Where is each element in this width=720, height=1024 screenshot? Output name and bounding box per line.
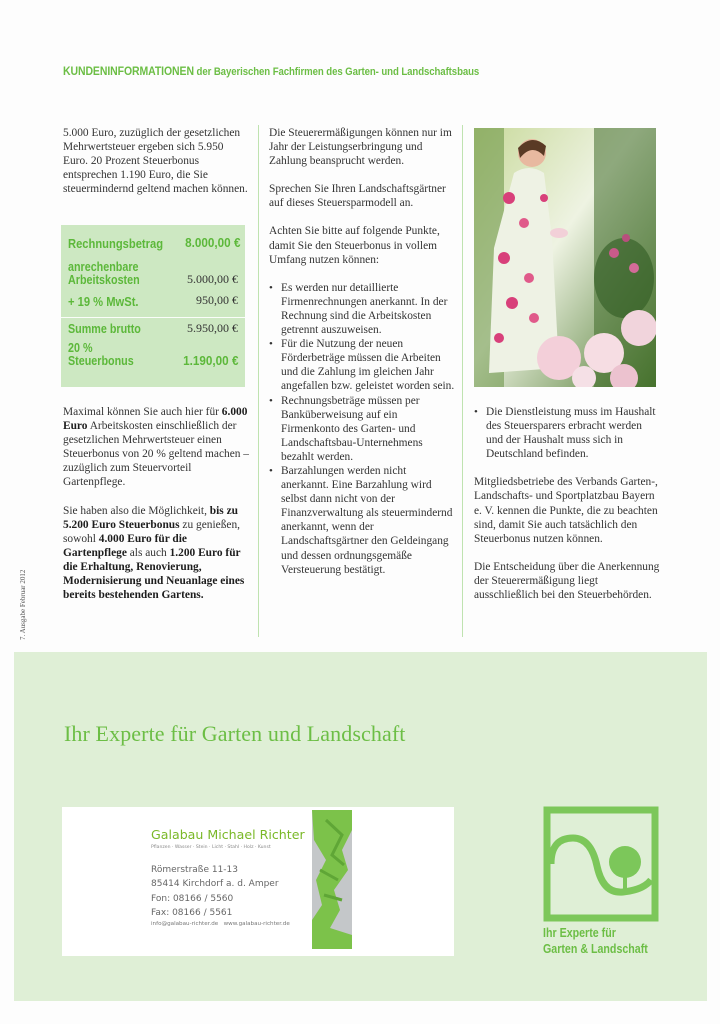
text-bold: 6.000 Euro xyxy=(63,406,248,433)
list-item: • Rechnungsbeträge müssen per Banküberweisung auf ein Firmenkonto des Garten- und Landschaftsbau-Unternehmens bezahlt werden. xyxy=(269,394,455,464)
column-1 xyxy=(63,126,249,210)
address-city: 85414 Kirchdorf a. d. Amper xyxy=(151,879,279,889)
address-street: Römerstraße 11-13 xyxy=(151,865,239,875)
tax-label: Rechnungsbetrag xyxy=(68,236,164,251)
tax-separator xyxy=(61,317,245,318)
text-span: zu genießen, sowohl xyxy=(63,518,240,545)
list-item: • Die Dienstleistung muss im Haushalt des Steuersparers erbracht werden und der Haushalt muss sich in Deutschland befinden. xyxy=(474,405,660,461)
tax-label: + 19 % MwSt. xyxy=(68,294,139,309)
tax-value: 5.950,00 € xyxy=(187,321,238,335)
tax-row-gross xyxy=(68,321,238,336)
paragraph: Die Steuerermäßigungen können nur im Jahr der Leistungserbringung und Zahlung beansprucht werden. xyxy=(269,127,452,168)
list-item: • Barzahlungen werden nicht anerkannt. Eine Barzahlung wird selbst dann nicht von der Finanzverwaltung als steuermindernd anerkannt, wenn der Landschaftsgärtner den Geldeingang und dessen ordnungsgemäße Versteuerung bestätigt. xyxy=(269,464,455,577)
tree-graphic-icon xyxy=(312,810,352,949)
slogan-heading: Ihr Experte für Garten und Landschaft xyxy=(64,721,406,746)
list-item: • Für die Nutzung der neuen Förderbeträge müssen die Arbeiten und die Zahlung im gleichen Jahr angefallen bzw. geleistet worden sein. xyxy=(269,337,455,393)
fax-number: Fax: 08166 / 5561 xyxy=(151,908,233,918)
photo-illustration xyxy=(474,128,656,387)
text-bold: bis zu 5.200 Euro Steuerbonus xyxy=(63,504,238,531)
phone-number: Fon: 08166 / 5560 xyxy=(151,894,234,904)
association-logo-icon xyxy=(543,806,659,922)
requirements-list-continued xyxy=(474,405,660,461)
company-tagline: Pflanzen · Wasser · Stein · Licht · Stahl · Holz · Kunst xyxy=(151,845,271,850)
email-link[interactable]: info@galabau-richter.de xyxy=(151,921,219,927)
logo-caption-line: Ihr Experte für xyxy=(543,925,616,940)
requirements-list xyxy=(269,281,455,577)
paragraph: Die Entscheidung über die Anerkennung der Steuerermäßigung liegt ausschließlich bei den Steuerbehörden. xyxy=(474,560,660,602)
text-span: als auch xyxy=(126,546,170,559)
garden-photo xyxy=(474,128,656,387)
text-span: Maximal können Sie auch hier für xyxy=(63,406,222,418)
list-item: • Es werden nur detaillierte Firmenrechnungen anerkannt. In der Rechnung sind die Arbeitskosten getrennt auszuweisen. xyxy=(269,281,455,337)
paragraph: Sprechen Sie Ihren Landschaftsgärtner auf dieses Steuersparmodell an. xyxy=(269,183,446,210)
text-span: Sie haben also die Möglichkeit, xyxy=(63,504,210,517)
column-divider xyxy=(258,125,259,637)
max-bonus-paragraph xyxy=(63,405,249,490)
header-title-bold: KUNDENINFORMATIONEN xyxy=(63,64,194,78)
text-span: Arbeitskosten einschließlich der gesetzlichen Mehrwertsteuer einen Steuerbonus von 20 % geltend machen – zuzüglich zum Steuervorteil Gartenpflege. xyxy=(63,420,250,489)
header-title-rest: der Bayerischen Fachfirmen des Garten- und Landschaftsbaus xyxy=(193,66,480,78)
logo-caption-line: Garten & Landschaft xyxy=(543,941,648,956)
column-divider xyxy=(462,125,463,637)
tax-label: anrechenbare Arbeitskosten xyxy=(68,260,140,287)
tax-value: 8.000,00 € xyxy=(184,235,240,250)
company-name: Galabau Michael Richter xyxy=(151,827,305,842)
tax-row-invoice xyxy=(68,235,238,250)
website-link[interactable]: www.galabau-richter.de xyxy=(223,921,290,927)
tax-label: 20 % Steuerbonus xyxy=(68,341,134,368)
contact-line xyxy=(151,921,290,927)
issue-date-vertical: 7. Ausgabe Februar 2012 xyxy=(19,569,27,640)
text-bold: 1.200 Euro für die Erhaltung, Renovierung, Modernisierung und Neuanlage eines bereits bestehenden Gartens. xyxy=(63,546,245,602)
paragraph: Mitgliedsbetriebe des Verbands Garten-, Landschafts- und Sportplatzbau Bayern e. V. kennen die Punkte, die zu beachten sind, damit Sie auch tatsächlich den Steuerbonus nutzen können. xyxy=(474,476,658,545)
tax-row-labor-costs xyxy=(68,261,238,287)
tax-calculation-box xyxy=(61,225,245,387)
tax-value: 5.000,00 € xyxy=(187,272,238,286)
text-bold: 4.000 Euro für die Gartenpflege xyxy=(63,532,187,559)
tax-label: Summe brutto xyxy=(68,322,141,336)
page-header-title xyxy=(63,64,479,78)
intro-paragraph: 5.000 Euro, zuzüglich der gesetzlichen Mehrwertsteuer ergeben sich 5.950 Euro. 20 Prozent Steuerbonus entsprechen 1.190 Euro, die Sie steuermindernd geltend machen können. xyxy=(63,127,248,196)
possibility-paragraph xyxy=(63,504,249,603)
tax-row-vat xyxy=(68,293,238,308)
logo-caption xyxy=(543,925,648,957)
column-1-lower xyxy=(63,405,249,616)
column-3 xyxy=(474,405,660,616)
tax-value: 1.190,00 € xyxy=(182,353,238,368)
tax-value: 950,00 € xyxy=(196,293,238,307)
tax-row-bonus xyxy=(68,342,238,368)
business-card xyxy=(62,807,454,956)
paragraph: Achten Sie bitte auf folgende Punkte, damit Sie den Steuerbonus in vollem Umfang nutzen können: xyxy=(269,225,440,266)
column-2 xyxy=(269,126,455,591)
